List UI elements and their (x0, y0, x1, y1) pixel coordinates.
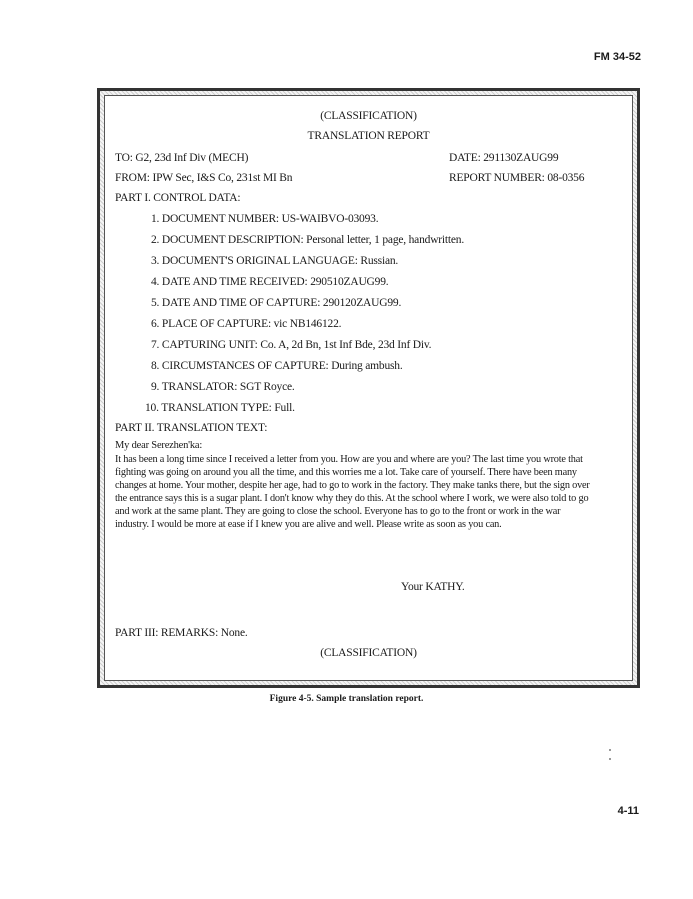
control-item: 7. CAPTURING UNIT: Co. A, 2d Bn, 1st Inf Bde, 23d Inf Div. (151, 339, 432, 351)
control-item: 4. DATE AND TIME RECEIVED: 290510ZAUG99. (151, 276, 389, 288)
scan-speck (609, 758, 611, 760)
publication-number: FM 34-52 (593, 51, 641, 63)
report-number-line: REPORT NUMBER: 08-0356 (449, 172, 585, 184)
control-item: 8. CIRCUMSTANCES OF CAPTURE: During ambush. (151, 360, 403, 372)
letter-salutation: My dear Serezhen'ka: (115, 440, 203, 451)
control-item: 9. TRANSLATOR: SGT Royce. (151, 381, 295, 393)
to-line: TO: G2, 23d Inf Div (MECH) (115, 152, 249, 164)
control-item: 6. PLACE OF CAPTURE: vic NB146122. (151, 318, 342, 330)
from-line: FROM: IPW Sec, I&S Co, 231st MI Bn (115, 172, 293, 184)
control-item: 1. DOCUMENT NUMBER: US-WAIBVO-03093. (151, 213, 379, 225)
control-item: 5. DATE AND TIME OF CAPTURE: 290120ZAUG99. (151, 297, 402, 309)
letter-body: It has been a long time since I received a letter from you. How are you and where are you? The last time you wrote that fighting was going on around you all the time, and this worries me a lot. Take care of yourself. There have been many changes at home. Your mother, despite her age, had to go to work in the factory. They make tanks there, but the sign over the entrance says this is a sugar plant. I don't know why they do this. At the school where I work, we were also told to go and work at the same plant. They are going to close the school. Everyone has to go to the front or work in the war industry. I would be more at ease if I knew you are alive and well. Please write as soon as you can. (115, 454, 590, 530)
scan-speck (609, 749, 611, 751)
classification-top: (CLASSIFICATION) (320, 110, 417, 122)
part-1-heading: PART I. CONTROL DATA: (115, 192, 241, 204)
control-item: 2. DOCUMENT DESCRIPTION: Personal letter, 1 page, handwritten. (151, 234, 465, 246)
date-line: DATE: 291130ZAUG99 (449, 152, 559, 164)
classification-bottom: (CLASSIFICATION) (320, 647, 417, 659)
control-item: 3. DOCUMENT'S ORIGINAL LANGUAGE: Russian. (151, 255, 399, 267)
part-2-heading: PART II. TRANSLATION TEXT: (115, 422, 268, 434)
report-body (104, 95, 633, 681)
letter-signature: Your KATHY. (401, 581, 465, 593)
page-number: 4-11 (617, 805, 639, 817)
figure-caption: Figure 4-5. Sample translation report. (269, 694, 424, 704)
part-3-remarks: PART III: REMARKS: None. (115, 627, 248, 639)
report-frame (97, 88, 640, 688)
report-title: TRANSLATION REPORT (307, 130, 430, 142)
control-item: 10. TRANSLATION TYPE: Full. (145, 402, 295, 414)
